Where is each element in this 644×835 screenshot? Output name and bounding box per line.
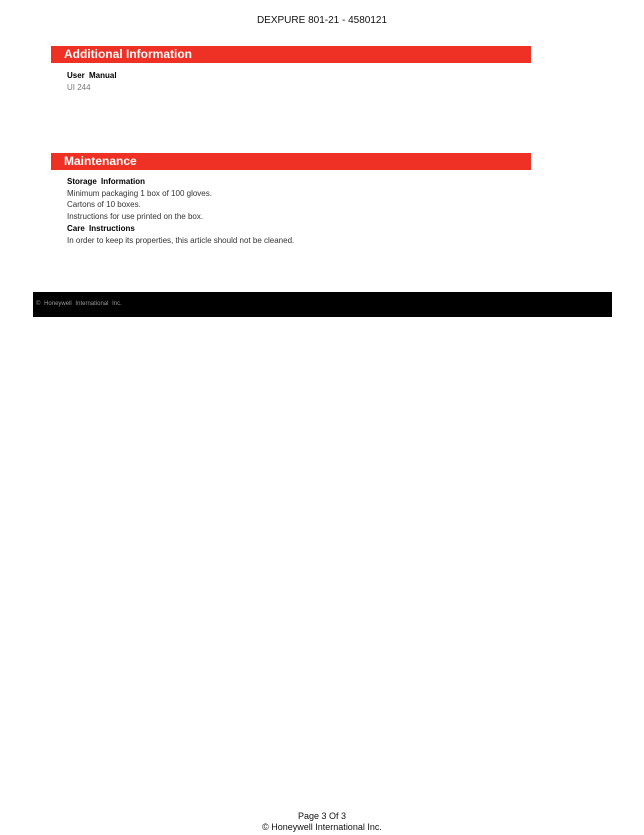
storage-information-block <box>67 176 212 222</box>
care-instructions-text: In order to keep its properties, this article should not be cleaned. <box>67 235 295 245</box>
care-instructions-label: Care Instructions <box>67 224 135 233</box>
page-footer <box>0 811 644 833</box>
copyright-footer-bar <box>33 292 612 317</box>
user-manual-value: UI 244 <box>67 82 91 92</box>
section-header-additional-information: Additional Information <box>51 46 531 63</box>
user-manual-block <box>67 70 117 93</box>
storage-line: Cartons of 10 boxes. <box>67 200 141 209</box>
document-title: DEXPURE 801-21 - 4580121 <box>256 15 388 26</box>
page-number: Page 3 Of 3 <box>297 811 347 821</box>
user-manual-label: User Manual <box>67 71 117 80</box>
section-header-maintenance: Maintenance <box>51 153 531 170</box>
storage-information-label: Storage Information <box>67 177 146 186</box>
footer-bar-copyright: © Honeywell International Inc. <box>36 301 122 307</box>
page-copyright: © Honeywell International Inc. <box>262 822 382 832</box>
care-instructions-block <box>67 223 294 246</box>
storage-line: Instructions for use printed on the box. <box>67 211 204 221</box>
storage-line: Minimum packaging 1 box of 100 gloves. <box>67 188 212 198</box>
